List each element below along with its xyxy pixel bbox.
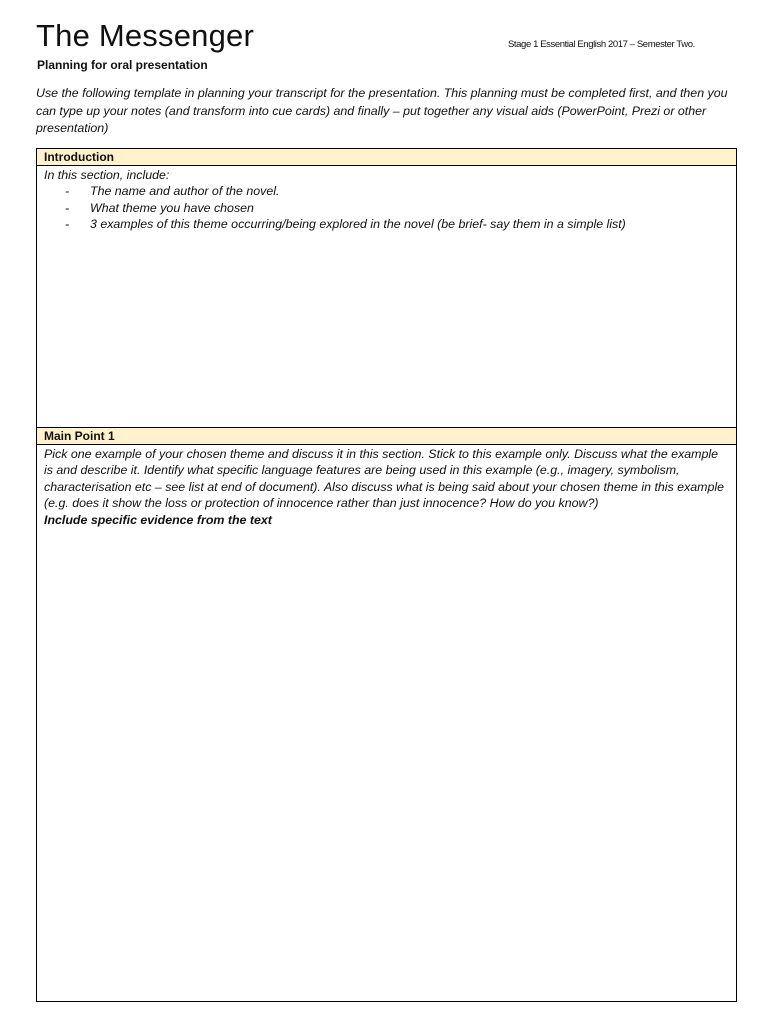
introduction-heading: Introduction xyxy=(37,149,736,166)
list-item xyxy=(44,216,729,232)
bullet-text: The name and author of the novel. xyxy=(90,184,280,199)
main-point-1-emphasis: Include specific evidence from the text xyxy=(44,512,272,527)
main-point-1-section xyxy=(36,427,737,1002)
introduction-lead: In this section, include: xyxy=(44,168,170,182)
list-item xyxy=(44,183,729,199)
bullet-dash: - xyxy=(65,184,70,199)
bullet-dash: - xyxy=(65,217,70,232)
instructions-paragraph: Use the following template in planning your transcript for the presentation. This planning must be completed first, and then you can type up your notes (and transform into cue cards) and finally – put together any visual aids (PowerPoint, Prezi or other presentation) xyxy=(36,86,728,135)
bullet-dash: - xyxy=(65,200,70,215)
main-point-1-body[interactable] xyxy=(37,445,736,528)
course-info: Stage 1 Essential English 2017 – Semester Two. xyxy=(508,39,695,50)
introduction-bullet-list xyxy=(44,183,729,232)
main-point-1-instructions: Pick one example of your chosen theme and discuss it in this section. Stick to this example only. Discuss what the example is and describe it. Identify what specific language features are being used in this example (e.g., imagery, symbolism, characterisation etc – see list at end of document). Also discuss what is being said about your chosen theme in this example (e.g. does it show the loss or protection of innocence rather than just innocence? How do you know?) xyxy=(44,447,725,511)
list-item xyxy=(44,200,729,216)
bullet-text: 3 examples of this theme occurring/being explored in the novel (be brief- say them in a simple list) xyxy=(90,217,626,232)
introduction-section xyxy=(36,148,737,429)
bullet-text: What theme you have chosen xyxy=(90,200,254,215)
main-point-1-heading: Main Point 1 xyxy=(37,428,736,445)
document-subtitle: Planning for oral presentation xyxy=(37,58,208,72)
introduction-body[interactable] xyxy=(37,166,736,233)
document-title: The Messenger xyxy=(36,18,254,53)
